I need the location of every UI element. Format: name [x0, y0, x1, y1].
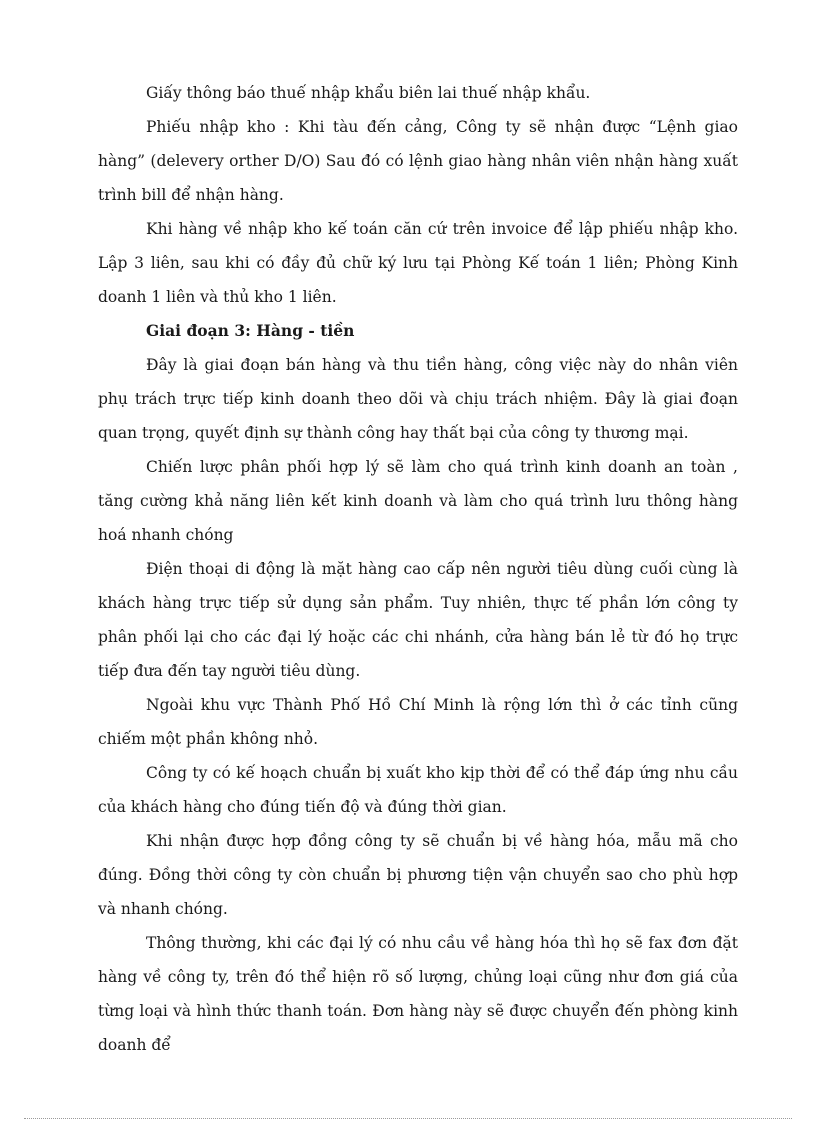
paragraph-tax-notice: Giấy thông báo thuế nhập khẩu biên lai thuế nhập khẩu. — [146, 84, 591, 102]
paragraph-sales-stage: Đây là giai đoạn bán hàng và thu tiền hàng, công việc này do nhân viên phụ trách trực tiếp kinh doanh theo dõi và chịu trách nhiệm. Đây là giai đoạn quan trọng, quyết định sự thành công hay thất bại của công ty thương mại. — [98, 356, 738, 442]
paragraph-export-plan: Công ty có kế hoạch chuẩn bị xuất kho kịp thời để có thể đáp ứng nhu cầu của khách hàng cho đúng tiến độ và đúng thời gian. — [98, 764, 738, 816]
paragraph-distribution-strategy: Chiến lược phân phối hợp lý sẽ làm cho quá trình kinh doanh an toàn , tăng cường khả năng liên kết kinh doanh và làm cho quá trình lưu thông hàng hoá nhanh chóng — [98, 458, 738, 544]
paragraph-regions: Ngoài khu vực Thành Phố Hồ Chí Minh là rộng lớn thì ở các tỉnh cũng chiếm một phần không nhỏ. — [98, 696, 738, 748]
document-body — [98, 76, 738, 1062]
paragraph-contract-prep: Khi nhận được hợp đồng công ty sẽ chuẩn bị về hàng hóa, mẫu mã cho đúng. Đồng thời công ty còn chuẩn bị phương tiện vận chuyển sao cho phù hợp và nhanh chóng. — [98, 832, 738, 918]
paragraph-ordering-process: Thông thường, khi các đại lý có nhu cầu về hàng hóa thì họ sẽ fax đơn đặt hàng về công ty, trên đó thể hiện rõ số lượng, chủng loại cũng như đơn giá của từng loại và hình thức thanh toán. Đơn hàng này sẽ được chuyển đến phòng kinh doanh để — [98, 934, 738, 1054]
footer-divider — [24, 1118, 792, 1119]
section-heading-stage-3: Giai đoạn 3: Hàng - tiền — [146, 321, 355, 340]
paragraph-warehouse-entry: Khi hàng về nhập kho kế toán căn cứ trên invoice để lập phiếu nhập kho. Lập 3 liên, sau khi có đầy đủ chữ ký lưu tại Phòng Kế toán 1 liên; Phòng Kinh doanh 1 liên và thủ kho 1 liên. — [98, 220, 738, 306]
paragraph-receiving-slip: Phiếu nhập kho : Khi tàu đến cảng, Công ty sẽ nhận được “Lệnh giao hàng” (delevery orther D/O) Sau đó có lệnh giao hàng nhân viên nhận hàng xuất trình bill để nhận hàng. — [98, 118, 738, 204]
paragraph-mobile-phones: Điện thoại di động là mặt hàng cao cấp nên người tiêu dùng cuối cùng là khách hàng trực tiếp sử dụng sản phẩm. Tuy nhiên, thực tế phần lớn công ty phân phối lại cho các đại lý hoặc các chi nhánh, cửa hàng bán lẻ từ đó họ trực tiếp đưa đến tay người tiêu dùng. — [98, 560, 738, 680]
